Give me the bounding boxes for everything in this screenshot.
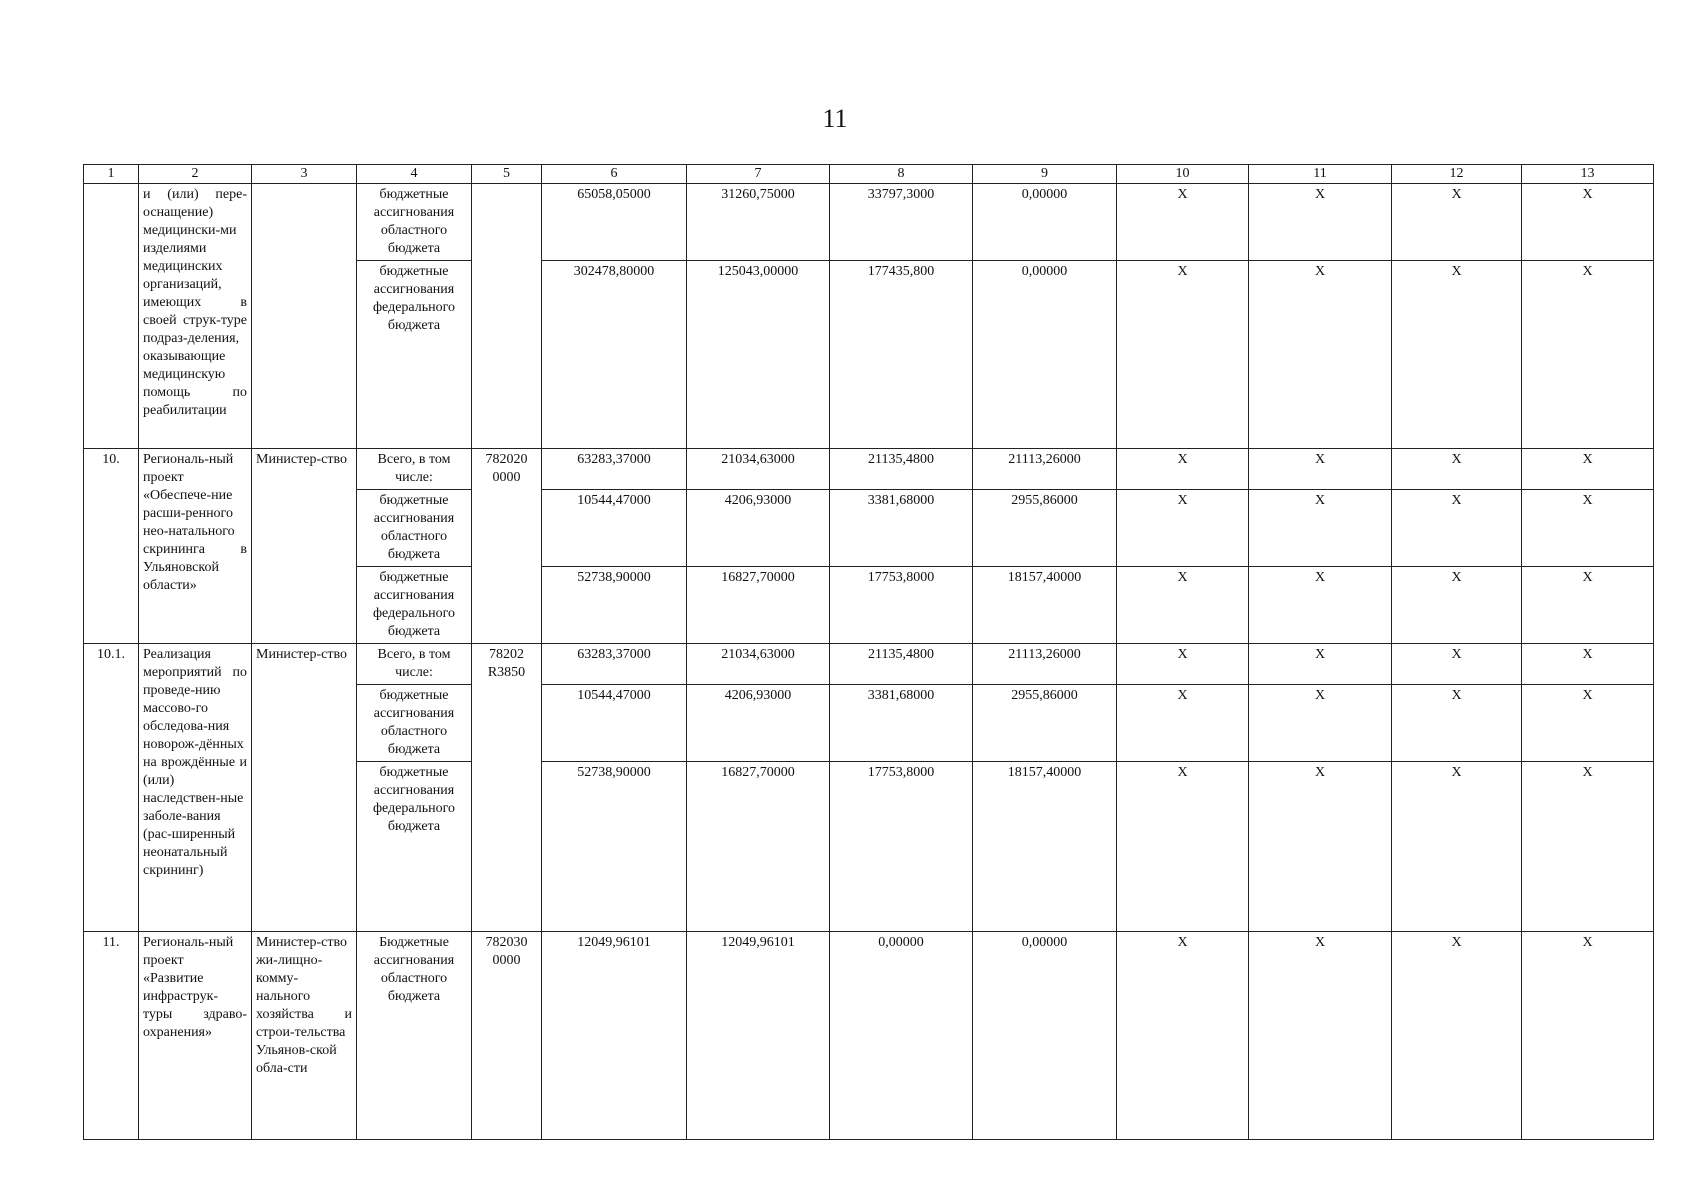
budget-code — [472, 184, 542, 449]
x-mark: X — [1117, 449, 1249, 490]
x-mark: X — [1249, 184, 1392, 261]
x-mark: X — [1522, 762, 1654, 932]
x-mark: X — [1117, 685, 1249, 762]
funding-source: бюджетные ассигнования федерального бюджета — [357, 261, 472, 449]
table-row — [84, 644, 1654, 685]
x-mark: X — [1117, 762, 1249, 932]
page-number: 11 — [822, 104, 848, 133]
value-cell: 3381,68000 — [830, 685, 973, 762]
item-name: и (или) пере-оснащение) медицински-ми изделиями медицинских организаций, имеющих в своей струк-туре подраз-деления, оказывающие медицинскую помощь по реабилитации — [139, 184, 252, 449]
budget-code: 782030 0000 — [472, 932, 542, 1140]
table-row — [84, 932, 1654, 1140]
value-cell: 65058,05000 — [542, 184, 687, 261]
item-number — [84, 184, 139, 449]
value-cell: 63283,37000 — [542, 449, 687, 490]
value-cell: 17753,8000 — [830, 762, 973, 932]
x-mark: X — [1392, 184, 1522, 261]
header-row — [84, 165, 1654, 184]
item-name: Реализация мероприятий по проведе-нию массово-го обследова-ния новорож-дённых на врождённые и (или) наследствен-ные заболе-вания (рас-ширенный неонатальный скрининг) — [139, 644, 252, 932]
item-executor: Министер-ство — [252, 449, 357, 644]
value-cell: 12049,96101 — [542, 932, 687, 1140]
value-cell: 33797,3000 — [830, 184, 973, 261]
x-mark: X — [1117, 644, 1249, 685]
col-header: 13 — [1522, 165, 1654, 184]
item-name: Региональ-ный проект «Обеспече-ние расши-ренного нео-натального скрининга в Ульяновской области» — [139, 449, 252, 644]
value-cell: 21113,26000 — [973, 449, 1117, 490]
value-cell: 16827,70000 — [687, 567, 830, 644]
x-mark: X — [1522, 932, 1654, 1140]
value-cell: 10544,47000 — [542, 490, 687, 567]
x-mark: X — [1392, 449, 1522, 490]
x-mark: X — [1249, 762, 1392, 932]
x-mark: X — [1117, 184, 1249, 261]
funding-source: Бюджетные ассигнования областного бюджета — [357, 932, 472, 1140]
value-cell: 2955,86000 — [973, 685, 1117, 762]
value-cell: 0,00000 — [973, 261, 1117, 449]
x-mark: X — [1392, 261, 1522, 449]
x-mark: X — [1522, 644, 1654, 685]
col-header: 10 — [1117, 165, 1249, 184]
value-cell: 177435,800 — [830, 261, 973, 449]
value-cell: 21135,4800 — [830, 644, 973, 685]
value-cell: 31260,75000 — [687, 184, 830, 261]
funding-source: бюджетные ассигнования федерального бюджета — [357, 567, 472, 644]
x-mark: X — [1249, 685, 1392, 762]
budget-table — [83, 164, 1654, 1140]
funding-source: бюджетные ассигнования областного бюджета — [357, 685, 472, 762]
value-cell: 10544,47000 — [542, 685, 687, 762]
budget-code: 78202 R3850 — [472, 644, 542, 932]
item-executor: Министер-ство — [252, 644, 357, 932]
value-cell: 63283,37000 — [542, 644, 687, 685]
item-number: 10. — [84, 449, 139, 644]
value-cell: 21034,63000 — [687, 449, 830, 490]
x-mark: X — [1522, 261, 1654, 449]
col-header: 6 — [542, 165, 687, 184]
value-cell: 21034,63000 — [687, 644, 830, 685]
table-row — [84, 184, 1654, 261]
funding-source: Всего, в том числе: — [357, 449, 472, 490]
value-cell: 4206,93000 — [687, 490, 830, 567]
x-mark: X — [1522, 184, 1654, 261]
x-mark: X — [1249, 490, 1392, 567]
x-mark: X — [1392, 762, 1522, 932]
value-cell: 21135,4800 — [830, 449, 973, 490]
value-cell: 18157,40000 — [973, 762, 1117, 932]
col-header: 11 — [1249, 165, 1392, 184]
col-header: 3 — [252, 165, 357, 184]
x-mark: X — [1117, 490, 1249, 567]
value-cell: 0,00000 — [973, 184, 1117, 261]
value-cell: 16827,70000 — [687, 762, 830, 932]
item-name: Региональ-ный проект «Развитие инфраструк-туры здраво-охранения» — [139, 932, 252, 1140]
x-mark: X — [1522, 490, 1654, 567]
item-number: 10.1. — [84, 644, 139, 932]
value-cell: 0,00000 — [973, 932, 1117, 1140]
x-mark: X — [1249, 567, 1392, 644]
value-cell: 18157,40000 — [973, 567, 1117, 644]
funding-source: бюджетные ассигнования федерального бюджета — [357, 762, 472, 932]
col-header: 4 — [357, 165, 472, 184]
value-cell: 0,00000 — [830, 932, 973, 1140]
col-header: 9 — [973, 165, 1117, 184]
x-mark: X — [1392, 932, 1522, 1140]
value-cell: 52738,90000 — [542, 567, 687, 644]
x-mark: X — [1117, 261, 1249, 449]
value-cell: 21113,26000 — [973, 644, 1117, 685]
value-cell: 3381,68000 — [830, 490, 973, 567]
x-mark: X — [1117, 567, 1249, 644]
col-header: 8 — [830, 165, 973, 184]
col-header: 2 — [139, 165, 252, 184]
x-mark: X — [1117, 932, 1249, 1140]
x-mark: X — [1249, 261, 1392, 449]
funding-source: бюджетные ассигнования областного бюджета — [357, 490, 472, 567]
x-mark: X — [1522, 449, 1654, 490]
col-header: 1 — [84, 165, 139, 184]
value-cell: 17753,8000 — [830, 567, 973, 644]
value-cell: 12049,96101 — [687, 932, 830, 1140]
budget-code: 782020 0000 — [472, 449, 542, 644]
table-row — [84, 449, 1654, 490]
col-header: 5 — [472, 165, 542, 184]
x-mark: X — [1392, 685, 1522, 762]
value-cell: 4206,93000 — [687, 685, 830, 762]
value-cell: 2955,86000 — [973, 490, 1117, 567]
item-number: 11. — [84, 932, 139, 1140]
x-mark: X — [1249, 449, 1392, 490]
value-cell: 302478,80000 — [542, 261, 687, 449]
x-mark: X — [1392, 490, 1522, 567]
value-cell: 52738,90000 — [542, 762, 687, 932]
value-cell: 125043,00000 — [687, 261, 830, 449]
x-mark: X — [1392, 567, 1522, 644]
col-header: 7 — [687, 165, 830, 184]
funding-source: Всего, в том числе: — [357, 644, 472, 685]
x-mark: X — [1249, 644, 1392, 685]
x-mark: X — [1522, 685, 1654, 762]
item-executor — [252, 184, 357, 449]
item-executor: Министер-ство жи-лищно-комму-нального хозяйства и строи-тельства Ульянов-ской обла-сти — [252, 932, 357, 1140]
x-mark: X — [1522, 567, 1654, 644]
x-mark: X — [1249, 932, 1392, 1140]
col-header: 12 — [1392, 165, 1522, 184]
x-mark: X — [1392, 644, 1522, 685]
funding-source: бюджетные ассигнования областного бюджета — [357, 184, 472, 261]
